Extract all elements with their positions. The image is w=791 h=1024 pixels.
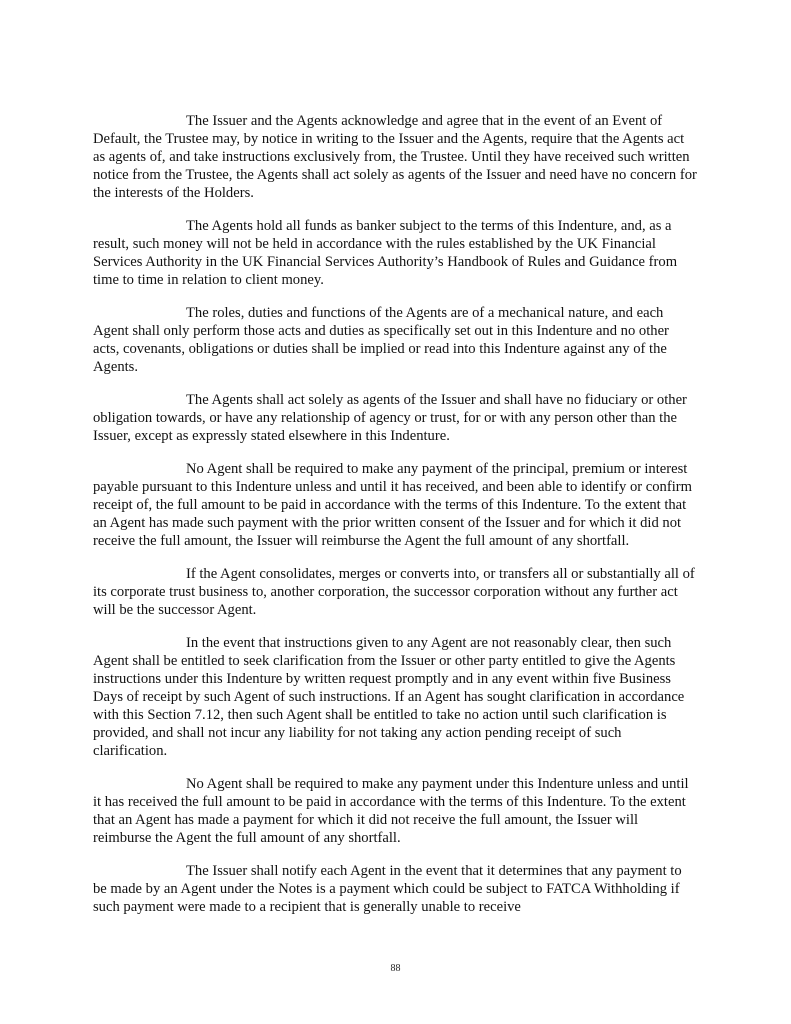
paragraph-agents-of-issuer: The Agents shall act solely as agents of the Issuer and shall have no fiduciary or other obligation towards, or have any relationship of agency or trust, for or with any person other than the Issuer, except as expressly stated elsewhere in this Indenture. <box>93 392 687 444</box>
paragraph-mechanical-duties: The roles, duties and functions of the Agents are of a mechanical nature, and each Agent shall only perform those acts and duties as specifically set out in this Indenture and no other acts, covenants, obligations or duties shall be implied or read into this Indenture against any of the Agents. <box>93 305 669 375</box>
paragraph-event-of-default: The Issuer and the Agents acknowledge and agree that in the event of an Event of Default, the Trustee may, by notice in writing to the Issuer and the Agents, require that the Agents act as agents of, and take instructions exclusively from, the Trustee. Until they have received such written notice from the Trustee, the Agents shall act solely as agents of the Issuer and need have no concern for the interests of the Holders. <box>93 113 697 201</box>
paragraph-fatca-notice: The Issuer shall notify each Agent in the event that it determines that any payment to be made by an Agent under the Notes is a payment which could be subject to FATCA Withholding if such payment were made to a recipient that is generally unable to receive <box>93 863 682 915</box>
paragraph-successor-agent: If the Agent consolidates, merges or converts into, or transfers all or substantially all of its corporate trust business to, another corporation, the successor corporation without any further act will be the successor Agent. <box>93 566 695 618</box>
page-number: 88 <box>390 963 401 974</box>
paragraph-funds-as-banker: The Agents hold all funds as banker subject to the terms of this Indenture, and, as a result, such money will not be held in accordance with the rules established by the UK Financial Services Authority in the UK Financial Services Authority’s Handbook of Rules and Guidance from time to time in relation to client money. <box>93 218 678 288</box>
document-body <box>93 112 698 916</box>
paragraph-full-amount: No Agent shall be required to make any payment under this Indenture unless and until it has received the full amount to be paid in accordance with the terms of this Indenture. To the extent that an Agent has made a payment for which it did not receive the full amount, the Issuer will reimburse the Agent the full amount of any shortfall. <box>93 776 689 846</box>
paragraph-clarification: In the event that instructions given to any Agent are not reasonably clear, then such Agent shall be entitled to seek clarification from the Issuer or other party entitled to give the Agents instructions under this Indenture by written request promptly and in any event within five Business Days of receipt by such Agent of such instructions. If an Agent has sought clarification in accordance with this Section 7.12, then such Agent shall be entitled to take no action until such clarification is provided, and shall not incur any liability for not taking any action pending receipt of such clarification. <box>93 635 685 759</box>
paragraph-payment-receipt: No Agent shall be required to make any payment of the principal, premium or interest payable pursuant to this Indenture unless and until it has received, and been able to identify or confirm receipt of, the full amount to be paid in accordance with the terms of this Indenture. To the extent that an Agent has made such payment with the prior written consent of the Issuer and for which it did not receive the full amount, the Issuer will reimburse the Agent the full amount of any shortfall. <box>93 461 692 549</box>
